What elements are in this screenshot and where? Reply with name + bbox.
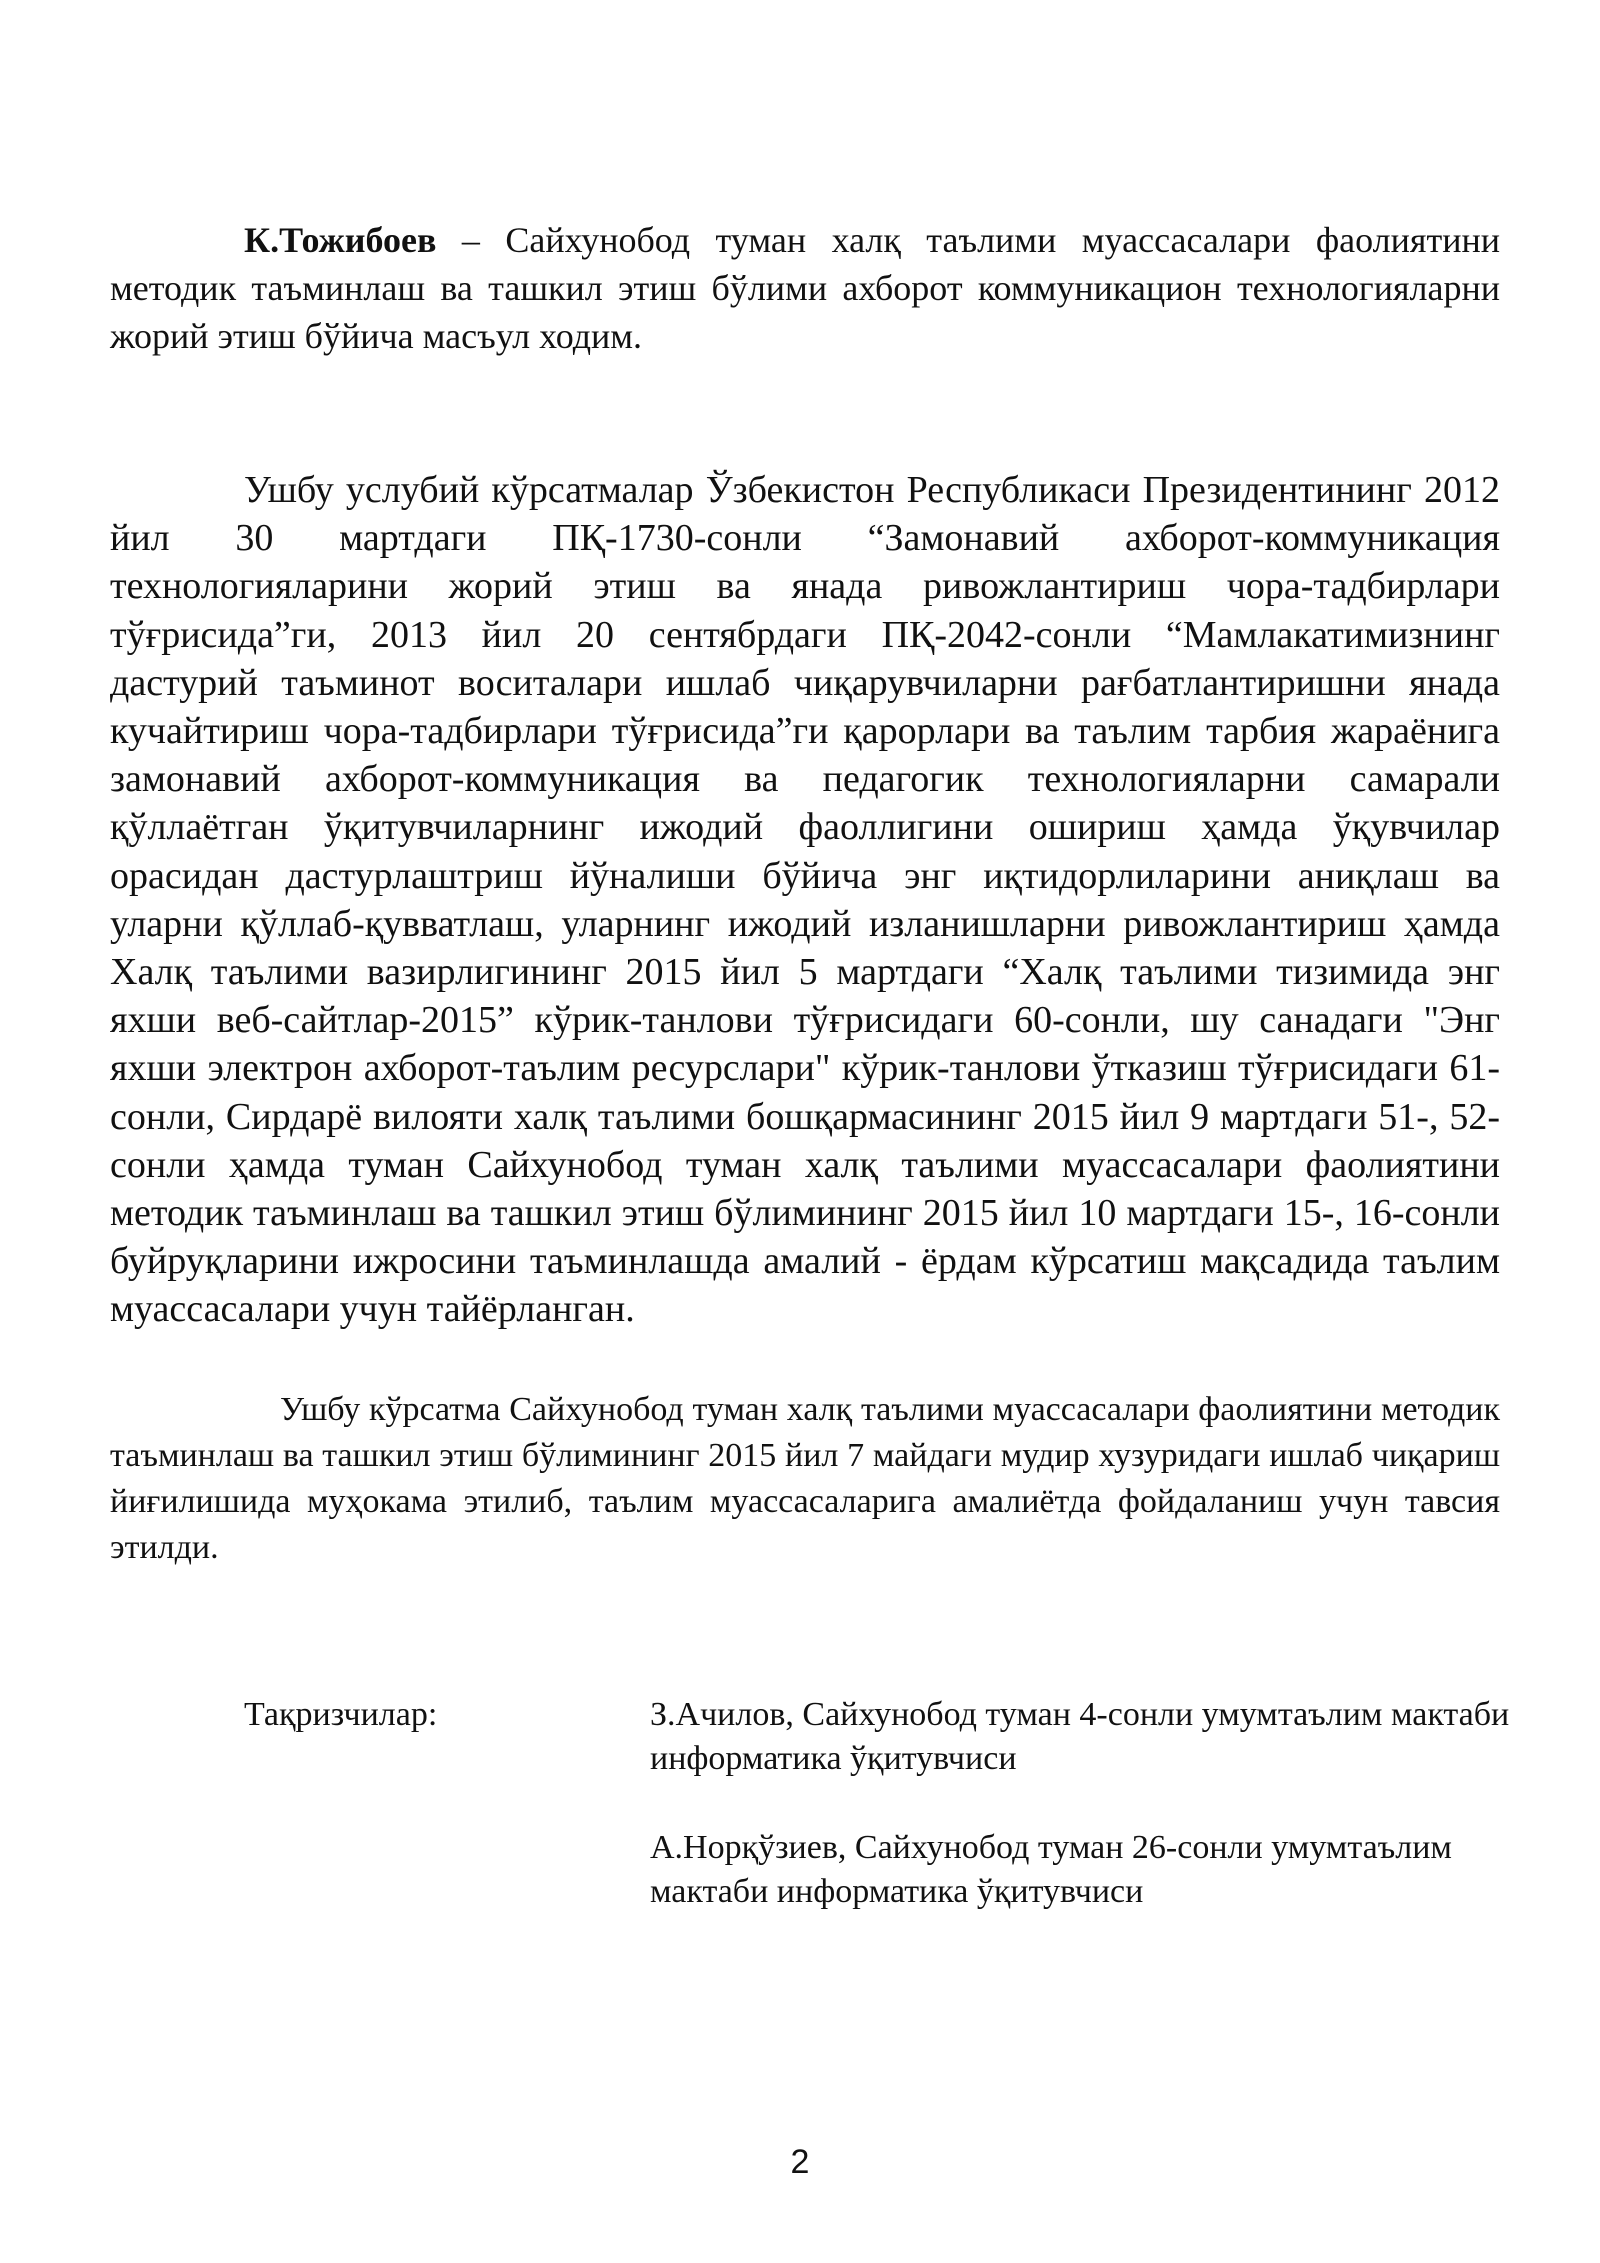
page-number: 2 <box>790 2143 810 2181</box>
author-description: – Сайхунобод туман халқ таълими муассасалари фаолиятини методик таъминлаш ва ташкил этиш бўлими ахборот коммуникацион технологияларни жорий этиш бўйича масъул ходим. <box>110 220 1500 356</box>
author-note <box>110 216 1500 360</box>
reviewer-item: З.Ачилов, Сайхунобод туман 4-сонли умумтаълим мактаби информатика ўқитувчиси <box>650 1696 1510 1777</box>
reviewers-label: Тақризчилар: <box>244 1696 438 1733</box>
author-name: К.Тожибоев <box>244 220 437 260</box>
reviewer-item: А.Норқўзиев, Сайхунобод туман 26-сонли умумтаълим мактаби информатика ўқитувчиси <box>650 1829 1452 1910</box>
body-paragraph-2: Ушбу кўрсатма Сайхунобод туман халқ таълими муассасалари фаолиятини методик таъминлаш ва ташкил этиш бўлимининг 2015 йил 7 майдаги мудир хузуридаги ишлаб чиқариш йиғилишида муҳокама этилиб, таълим муассасаларига амалиётда фойдаланиш учун тавсия этилди. <box>110 1391 1500 1566</box>
body-paragraph-1: Ушбу услубий кўрсатмалар Ўзбекистон Республикаси Президентининг 2012 йил 30 мартдаги ПҚ-1730-сонли “Замонавий ахборот-коммуникация технологияларини жорий этиш ва янада ривожлантириш чора-тадбирлари тўғрисида”ги, 2013 йил 20 сентябрдаги ПҚ-2042-сонли “Мамлакатимизнинг дастурий таъминот воситалари ишлаб чиқарувчиларни рағбатлантиришни янада кучайтириш чора-тадбирлари тўғрисида”ги қарорлари ва таълим тарбия жараёнига замонавий ахборот-коммуникация ва педагогик технологияларни самарали қўллаётган ўқитувчиларнинг ижодий фаоллигини ошириш ҳамда ўқувчилар орасидан дастурлаштриш йўналиши бўйича энг иқтидорлиларини аниқлаш ва уларни қўллаб-қувватлаш, уларнинг ижодий изланишларни ривожлантириш ҳамда Халқ таълими вазирлигининг 2015 йил 5 мартдаги “Халқ таълими тизимида энг яхши веб-сайтлар-2015” кўрик-танлови тўғрисидаги 60-сонли, шу санадаги "Энг яхши электрон ахборот-таълим ресурслари" кўрик-танлови ўтказиш тўғрисидаги 61-сонли, Сирдарё вилояти халқ таълими бошқармасининг 2015 йил 9 мартдаги 51-, 52-сонли ҳамда туман Сайхунобод туман халқ таълими муассасалари фаолиятини методик таъминлаш ва ташкил этиш бўлимининг 2015 йил 10 мартдаги 15-, 16-сонли буйруқларини ижросини таъминлашда амалий - ёрдам кўрсатиш мақсадида таълим муассасалари учун тайёрланган. <box>110 469 1500 1331</box>
